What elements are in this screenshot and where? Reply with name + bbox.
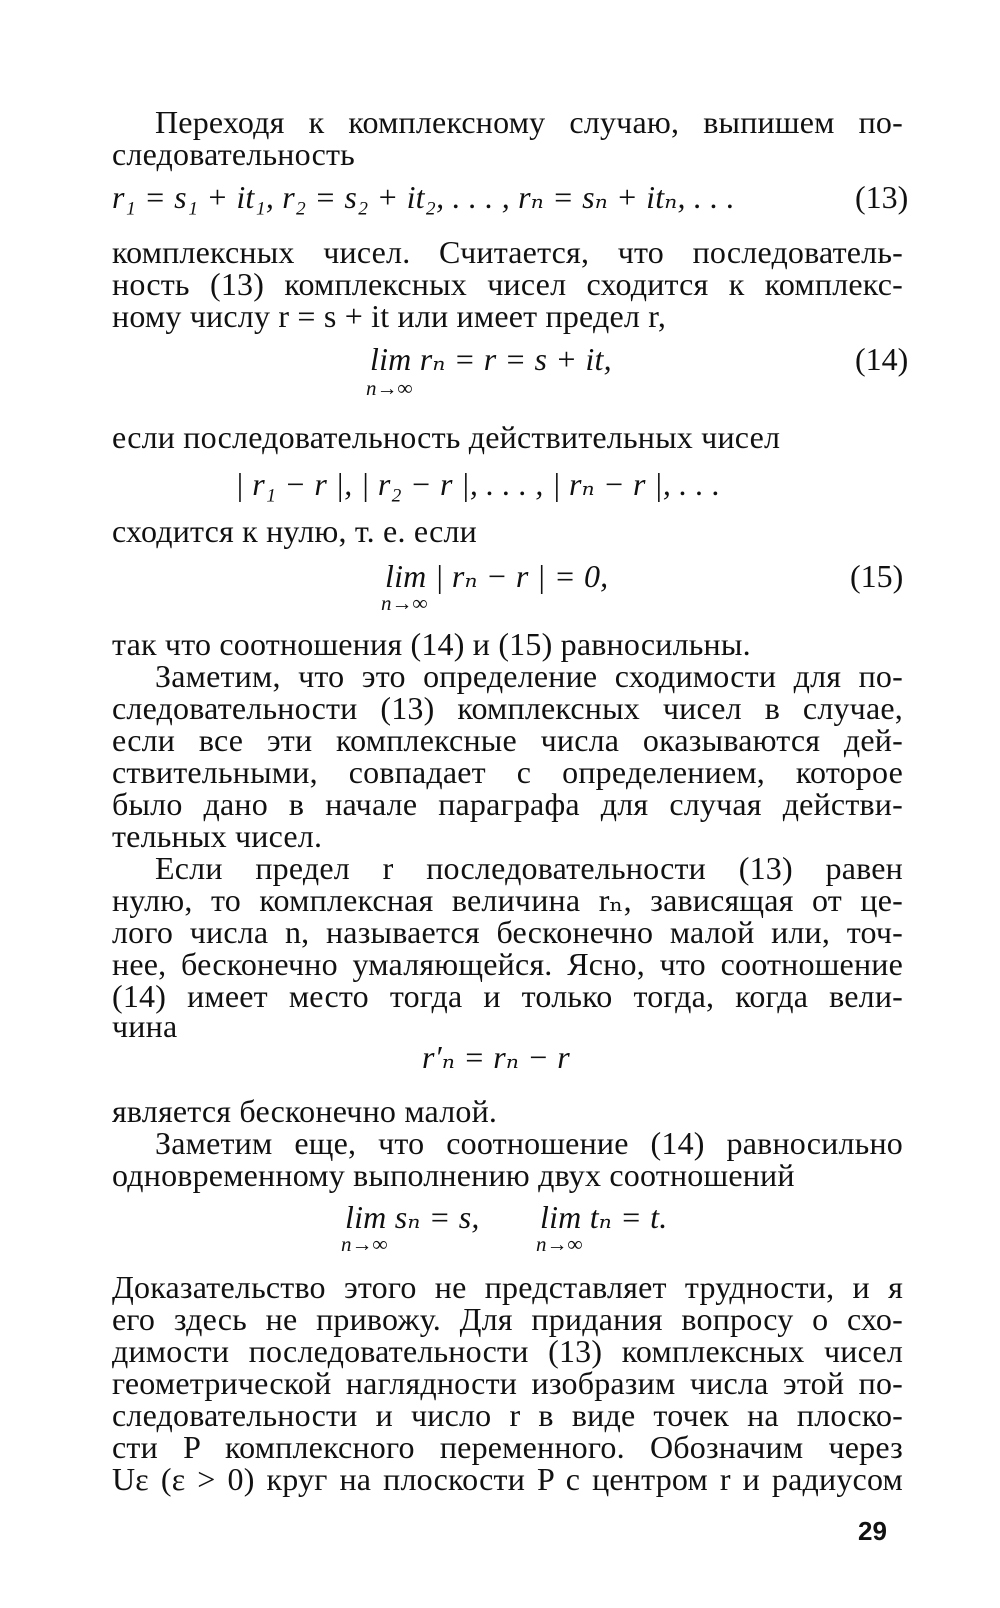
- text-line: Если предел r последовательности (13) равен: [155, 850, 903, 886]
- text-line: если последовательность действительных чисел: [112, 419, 781, 455]
- text-line: Доказательство этого не представляет трудности, и я: [112, 1269, 903, 1305]
- equation-14: lim rₙ = r = s + it,: [370, 341, 612, 377]
- text-line: одновременному выполнению двух соотношений: [112, 1157, 795, 1193]
- text-line: Заметим еще, что соотношение (14) равносильно: [155, 1125, 903, 1161]
- text-line: следовательности (13) комплексных чисел в случае,: [112, 690, 903, 726]
- equation-number: (14): [855, 341, 909, 377]
- limit-subscript: n→∞: [536, 1232, 583, 1256]
- text-line: ному числу r = s + it или имеет предел r,: [112, 298, 667, 334]
- equation-number: (15): [850, 558, 904, 594]
- text-line: (14) имеет место тогда и только тогда, когда вели-: [112, 978, 903, 1014]
- page-number: 29: [858, 1516, 887, 1546]
- text-line: геометрической наглядности изобразим числа этой по-: [112, 1365, 903, 1401]
- equation-limit-s: lim sₙ = s,: [345, 1199, 480, 1235]
- limit-subscript: n→∞: [341, 1232, 388, 1256]
- text-line: лого числа n, называется бесконечно малой или, точ-: [112, 914, 903, 950]
- text-line: Заметим, что это определение сходимости для по-: [155, 658, 903, 694]
- text-line: комплексных чисел. Считается, что последователь-: [112, 234, 903, 270]
- text-line: сти P комплексного переменного. Обозначим через: [112, 1429, 903, 1465]
- equation-r-prime: r′ₙ = rₙ − r: [422, 1039, 570, 1075]
- text-line: ствительными, совпадает с определением, которое: [112, 754, 903, 790]
- text-line: ность (13) комплексных чисел сходится к комплекс-: [112, 266, 903, 302]
- text-line: следовательность: [112, 136, 355, 172]
- text-line: Переходя к комплексному случаю, выпишем по-: [155, 104, 903, 140]
- equation-15: lim | rₙ − r | = 0,: [385, 558, 609, 594]
- text-line: его здесь не привожу. Для придания вопросу о схо-: [112, 1301, 903, 1337]
- text-line: было дано в начале параграфа для случая действи-: [112, 786, 903, 822]
- text-line: следовательности и число r в виде точек на плоско-: [112, 1397, 903, 1433]
- text-line: нулю, то комплексная величина rₙ, зависящая от це-: [112, 882, 903, 918]
- text-line: тельных чисел.: [112, 818, 323, 854]
- text-line: Uε (ε > 0) круг на плоскости P с центром r и радиусом: [112, 1461, 903, 1497]
- text-line: нее, бесконечно умаляющейся. Ясно, что соотношение: [112, 946, 903, 982]
- text-line: димости последовательности (13) комплексных чисел: [112, 1333, 903, 1369]
- equation-number: (13): [855, 179, 909, 215]
- text-line: чина: [112, 1008, 178, 1044]
- text-line: так что соотношения (14) и (15) равносильны.: [112, 626, 751, 662]
- text-line: сходится к нулю, т. е. если: [112, 513, 477, 549]
- limit-subscript: n→∞: [366, 376, 413, 400]
- equation-limit-t: lim tₙ = t.: [540, 1199, 668, 1235]
- text-line: если все эти комплексные числа оказываются дей-: [112, 722, 903, 758]
- equation-13: r₁ = s₁ + it₁, r₂ = s₂ + it₂, . . . , rₙ = sₙ + itₙ, . . .: [112, 179, 735, 215]
- limit-subscript: n→∞: [381, 591, 428, 615]
- text-line: является бесконечно малой.: [112, 1093, 498, 1129]
- sequence-of-moduli: | r₁ − r |, | r₂ − r |, . . . , | rₙ − r |, . . .: [235, 466, 721, 502]
